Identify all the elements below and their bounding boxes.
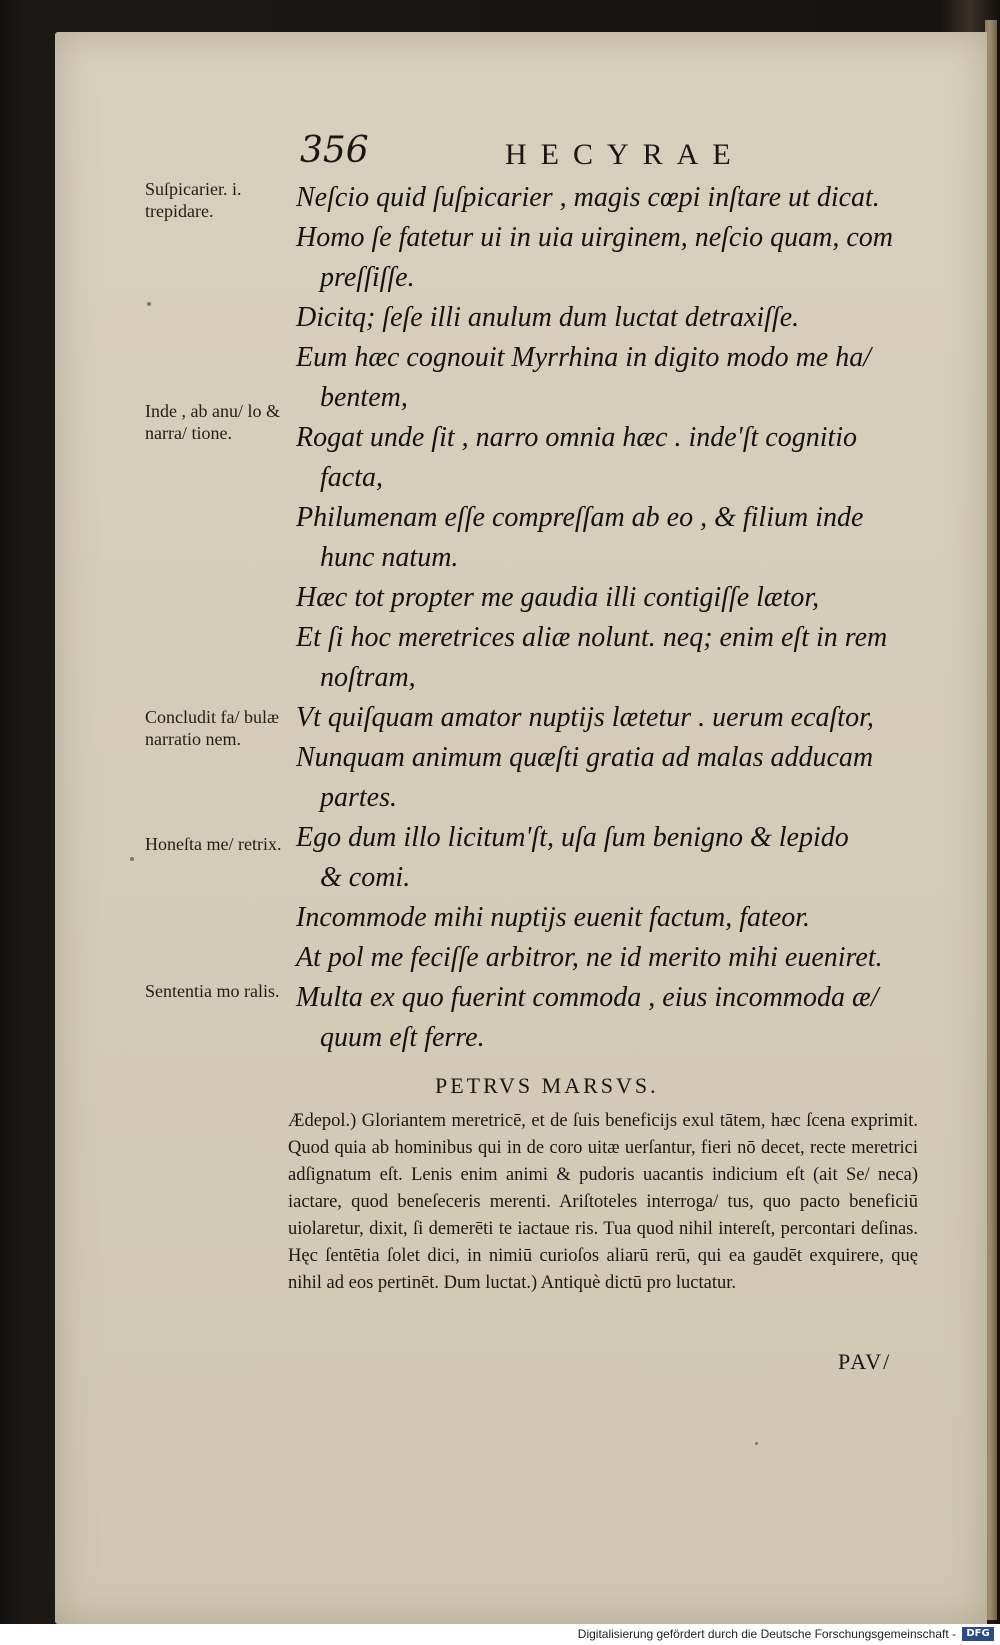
page-header bbox=[300, 130, 980, 178]
verse-line: Philumenam eſſe compreſſam ab eo , & filium inde hunc natum. bbox=[296, 502, 864, 573]
paper-speck bbox=[130, 857, 134, 861]
verse-line: Rogat unde ſit , narro omnia hæc . inde'ſt cognitio facta, bbox=[296, 422, 858, 493]
verse-line: Et ſi hoc meretrices aliæ nolunt. neq; enim eſt in rem noſtram, bbox=[296, 622, 888, 693]
paper-speck bbox=[755, 1442, 758, 1445]
footer-bar bbox=[0, 1624, 1000, 1645]
commentary-title: PETRVS MARSVS. bbox=[435, 1073, 659, 1098]
paper-speck bbox=[147, 302, 151, 306]
verse-line: Multa ex quo fuerint commoda , eius incommoda æ/ quum eſt ferre. bbox=[296, 982, 879, 1053]
verse-line: Nunquam animum quæſti gratia ad malas adducam partes. bbox=[296, 742, 874, 813]
verse-line: Vt quiſquam amator nuptijs lætetur . uerum ecaſtor, bbox=[296, 702, 874, 733]
verse-line: Eum hæc cognouit Myrrhina in digito modo me ha/ bentem, bbox=[296, 342, 871, 413]
verse-line: Dicitq; ſeſe illi anulum dum luctat detraxiſſe. bbox=[296, 302, 800, 333]
running-head: HECYRAE bbox=[505, 138, 745, 171]
verse-block bbox=[296, 178, 946, 1058]
verse-line: At pol me feciſſe arbitror, ne id merito mihi eueniret. bbox=[296, 942, 883, 973]
margin-note: Concludit fa/ bulæ narratio nem. bbox=[145, 707, 279, 749]
verse-line: Neſcio quid ſuſpicarier , magis cœpi inſtare ut dicat. bbox=[296, 182, 880, 213]
margin-note: Sententia mo ralis. bbox=[145, 981, 280, 1001]
dfg-logo-icon: DFG bbox=[962, 1627, 994, 1641]
margin-note: Honeſta me/ retrix. bbox=[145, 834, 282, 854]
funding-credit: Digitalisierung gefördert durch die Deutsche Forschungsgemeinschaft - bbox=[577, 1627, 956, 1641]
margin-note: Suſpicarier. i. trepidare. bbox=[145, 179, 242, 221]
verse-line: Incommode mihi nuptijs euenit factum, fateor. bbox=[296, 902, 811, 933]
page-number: 356 bbox=[300, 130, 369, 171]
commentary-text: Ædepol.) Gloriantem meretricē, et de ſuis beneficijs exul tātem, hæc ſcena exprimit. Quod quia ab hominibus qui in de coro uitæ uerſantur, fieri nō decet, recte meretrici adſignatum eſt. Lenis enim animi & pudoris uacantis indicium eſt (ait Se/ neca) iactare, quod beneſeceris merenti. Ariſtoteles interroga/ tus, quo pacto beneficiū uiolaretur, dixit, ſi demerēti te iactaue ris. Tua quod nihil intereſt, percontari deſinas. Hęc ſentētia ſolet dici, in nimiū curioſos aliarū rerū, qui ea gaudēt exquirere, quę nihil ad eos pertinēt. Dum luctat.) Antiquè dictū pro luctatur. bbox=[288, 1111, 918, 1293]
verse-line: Hæc tot propter me gaudia illi contigiſſe lætor, bbox=[296, 582, 820, 613]
verse-line: Ego dum illo licitum'ſt, uſa ſum benigno & lepido & comi. bbox=[296, 822, 849, 893]
margin-note: Inde , ab anu/ lo & narra/ tione. bbox=[145, 401, 280, 443]
verse-line: Homo ſe fatetur ui in uia uirginem, neſcio quam, com preſſiſſe. bbox=[296, 222, 893, 293]
catchword: PAV/ bbox=[838, 1349, 892, 1374]
